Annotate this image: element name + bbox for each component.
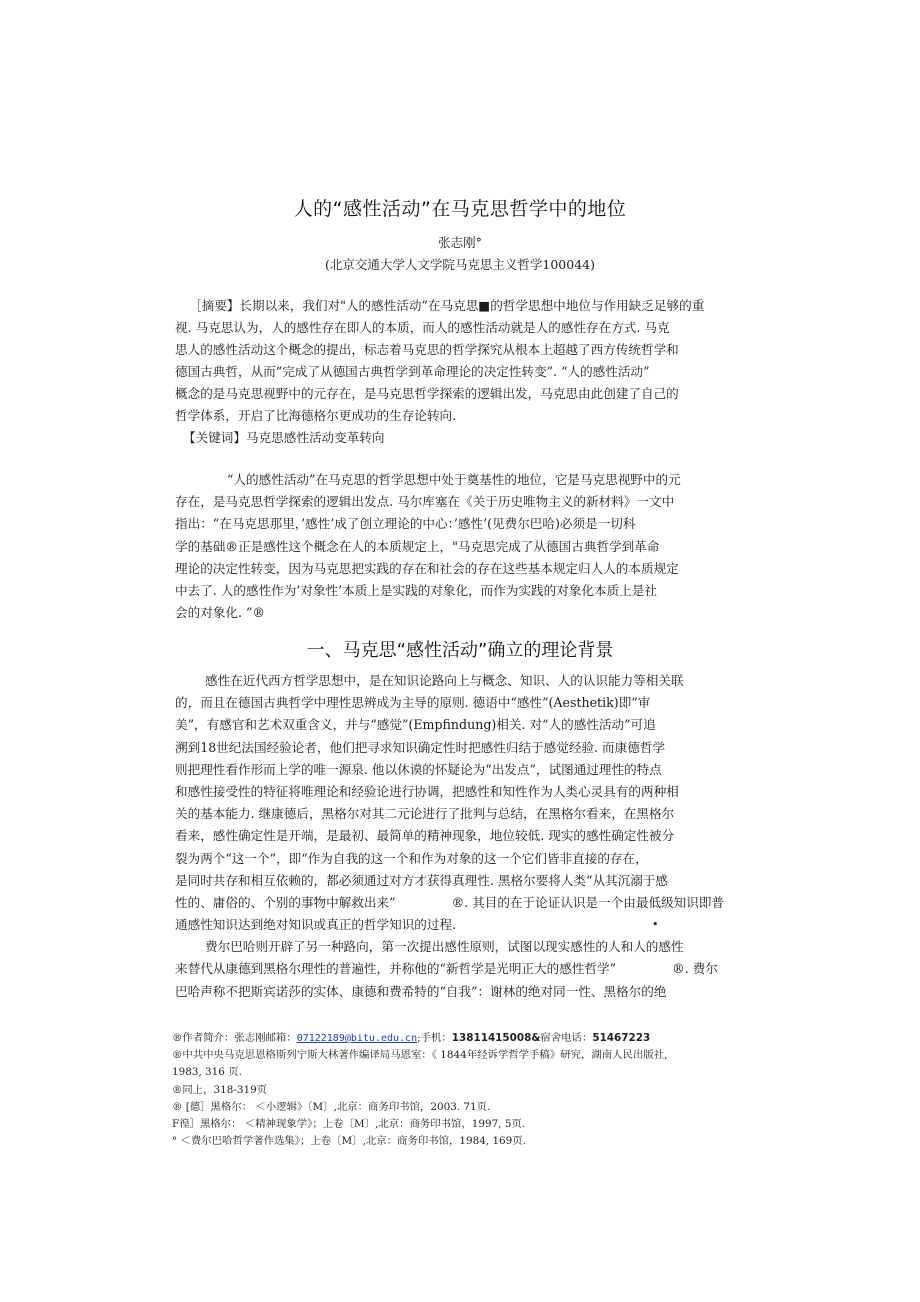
author-name: 张志刚°: [438, 235, 482, 250]
body-line: 关的基本能力. 继康德后，黑格尔对其二元论进行了批判与总结，在黑格尔看来，在黑格尔: [175, 806, 675, 822]
abstract-line: 思人的感性活动这个概念的提出，标志着马克思的哲学探究从根本上超越了西方传统哲学和: [175, 342, 679, 357]
body-line: 的，而且在德国古典哲学中理性思辨成为主导的原则. 德语中“感性”(Aesthetik)即“审: [175, 695, 651, 711]
body-line: 则把理性看作形而上学的唯一源泉. 他以休谟的怀疑论为“出发点”，试图通过理性的特点: [175, 761, 662, 777]
body-line: 和感性接受性的特征将唯理论和经验论进行协调，把感性和知性作为人类心灵具有的两种相: [175, 783, 679, 799]
footnote-line: F徨］黑格尔： ＜精神现象学》；上卷〔M〕,北京：商务印书馆，1997, 5页.: [172, 1117, 526, 1130]
intro-line: 指出：“在马克思那里，’感性’成了创立理论的中心：’感性’(见费尔巴哈)必须是一切科: [175, 516, 636, 532]
dorm-label: 宿舍电话：: [540, 1032, 593, 1044]
stray-bullet-mark: •: [652, 918, 659, 931]
section-heading: 一、马克思“感性活动”确立的理论背景: [306, 640, 614, 661]
body-line: 溯到18世纪法国经验论者，他们把寻求知识确定性时把感性归结于感觉经验. 而康德哲学: [175, 739, 666, 755]
abstract-line: 概念的是马克思视野中的元存在，是马克思哲学探索的逻辑出发，马克思由此创建了自己的: [175, 386, 679, 401]
intro-line: 中去了. 人的感性作为’对象性’本质上是实践的对象化，而作为实践的对象化本质上是社: [175, 582, 657, 598]
intro-line: 学的基础®正是感性这个概念在人的本质规定上，"马克思完成了从德国古典哲学到革命: [175, 538, 660, 554]
footnote-line: ®同上，318-319页: [172, 1083, 268, 1096]
abstract-block: [175, 295, 745, 449]
footnote-line: 1983, 316 页.: [172, 1066, 242, 1079]
email-link[interactable]: 07122189@bitu.edu.cn: [296, 1033, 418, 1044]
keywords-line: 【关键词】马克思感性活动变革转向: [183, 430, 385, 445]
body-line: 性的、庸俗的、个别的事物中解救出来” ®. 其目的在于论证认识是一个由最低级知识即普: [175, 894, 725, 910]
footnote-line: ® [德］黑格尔： ＜小逻辑》〔M〕,北京：商务印书馆，2003. 71页.: [172, 1100, 491, 1113]
body-line: 巴哈声称不把斯宾诺莎的实体、康德和费希特的“自我”：谢林的绝对同一性、黑格尔的绝: [175, 983, 667, 999]
abstract-line: 德国古典哲，从而“完成了从德国古典哲学到革命理论的决定性转变”. “人的感性活动”: [175, 364, 650, 379]
phone-number: 13811415008: [451, 1032, 532, 1044]
section-body: [175, 670, 745, 1003]
body-line: 美”，有感官和艺术双重含义，并与“感觉”(Empfindung)相关. 对“人的感性活动”可追: [175, 717, 656, 733]
author-affiliation: (北京交通大学人文学院马克思主义哲学100044): [325, 257, 595, 272]
body-line: 是同时共存和相互依赖的，都必须通过对方才获得真理性. 黑格尔要将人类“从其沉溺于感: [175, 872, 669, 888]
body-line: 通感性知识达到绝对知识或真正的哲学知识的过程.: [175, 917, 457, 933]
abstract-line: 视. 马克思认为，人的感性存在即人的本质，而人的感性活动就是人的感性存在方式. 马克: [175, 320, 670, 335]
footnotes: [172, 1030, 772, 1150]
intro-line: 理论的决定性转变，因为马克思把实践的存在和社会的存在这些基本规定归人人的本质规定: [175, 560, 679, 576]
paper-title: 人的“感性活动”在马克思哲学中的地位: [293, 198, 627, 220]
body-line: 感性在近代西方哲学思想中，是在知识论路向上与概念、知识、人的认识能力等相关联: [205, 673, 684, 688]
phone-label: ;手机：: [417, 1032, 452, 1044]
intro-line: 会的对象化. ”®: [175, 605, 266, 621]
body-line: 费尔巴哈则开辟了另一种路向，第一次提出感性原则，试图以现实感性的人和人的感性: [205, 939, 684, 955]
intro-line: 存在，是马克思哲学探索的逻辑出发点. 马尔库塞在《关于历史唯物主义的新材料》一文中: [175, 494, 675, 510]
abstract-line: ［摘要】长期以来，我们对"人的感性活动”在马克思■的哲学思想中地位与作用缺乏足够的重: [189, 298, 705, 313]
body-line: 裂为两个“这一个”，即“作为自我的这一个和作为对象的这一个它们皆非直接的存在，: [175, 850, 648, 866]
footnote-author: ®作者简介：张志刚邮箱：07122189@bitu.edu.cn;手机：13811415008&宿舍电话：51467223: [172, 1032, 651, 1044]
intro-paragraph: [175, 469, 745, 624]
body-line: 看来，感性确定性是开端，是最初、最简单的精神现象，地位较低. 现实的感性确定性被分: [175, 828, 675, 844]
abstract-line: 哲学体系，开启了比海德格尔更成功的生存论转向.: [175, 408, 457, 423]
dorm-phone: 51467223: [592, 1032, 651, 1044]
footnote-line: ®中共中央马克思恩格斯列宁斯大林著作编译局马恩室：《 1844年经诉学哲学手稿》研究，湖南人民出版社,: [172, 1049, 668, 1062]
footnote-line: ° ＜费尔巴哈哲学著作选集》；上卷〔M〕,北京：商务印书馆，1984, 169页.: [172, 1135, 526, 1148]
footnote-author-prefix: ®作者简介：张志刚邮箱：: [172, 1032, 297, 1044]
intro-line: “人的感性活动”在马克思的哲学思想中处于奠基性的地位，它是马克思视野中的元: [227, 472, 681, 487]
body-line: 来替代从康德到黑格尔理性的普遍性，并称他的“新哲学是光明正大的感性哲学” ®. 费尔: [175, 961, 718, 977]
